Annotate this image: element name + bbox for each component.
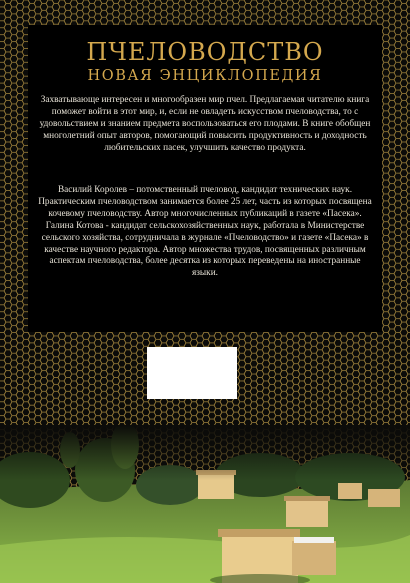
text-panel <box>28 25 382 332</box>
author-bio-korolev: Василий Королев – потомственный пчеловод, кандидат технических наук. Практическим пчеловодством занимается более 25 лет, часть из которых посвящена кочевому пчеловодству. Автор многочисленных публикаций в газете «Пасека». <box>38 185 372 219</box>
barcode-placeholder <box>147 347 237 399</box>
author-bio-kotova: Галина Котова - кандидат сельскохозяйственных наук, работала в Министерстве сельского хозяйства, сотрудничала в журнале «Пчеловодство» и газете «Пасека» в качестве научного редактора. Автор множества трудов, посвященных различным аспектам пчеловодства, более десятка из которых переведены на иностранные языки. <box>41 220 369 279</box>
cover-title-block <box>28 38 382 86</box>
authors-block <box>36 185 374 280</box>
book-title: ПЧЕЛОВОДСТВО <box>86 38 324 66</box>
book-description: Захватывающе интересен и многообразен мир пчел. Предлагаемая читателю книга поможет войти в этот мир, и, если не овладеть искусством пчеловодства, то с удовольствием и знанием предмета воспользоваться его плодами. В книге обобщен многолетний опыт авторов, помогающий повысить продуктивность и доходность любительских пасек, улучшить качество продукта. <box>39 95 371 153</box>
book-subtitle: НОВАЯ ЭНЦИКЛОПЕДИЯ <box>87 68 323 84</box>
apiary-photo <box>0 425 410 583</box>
